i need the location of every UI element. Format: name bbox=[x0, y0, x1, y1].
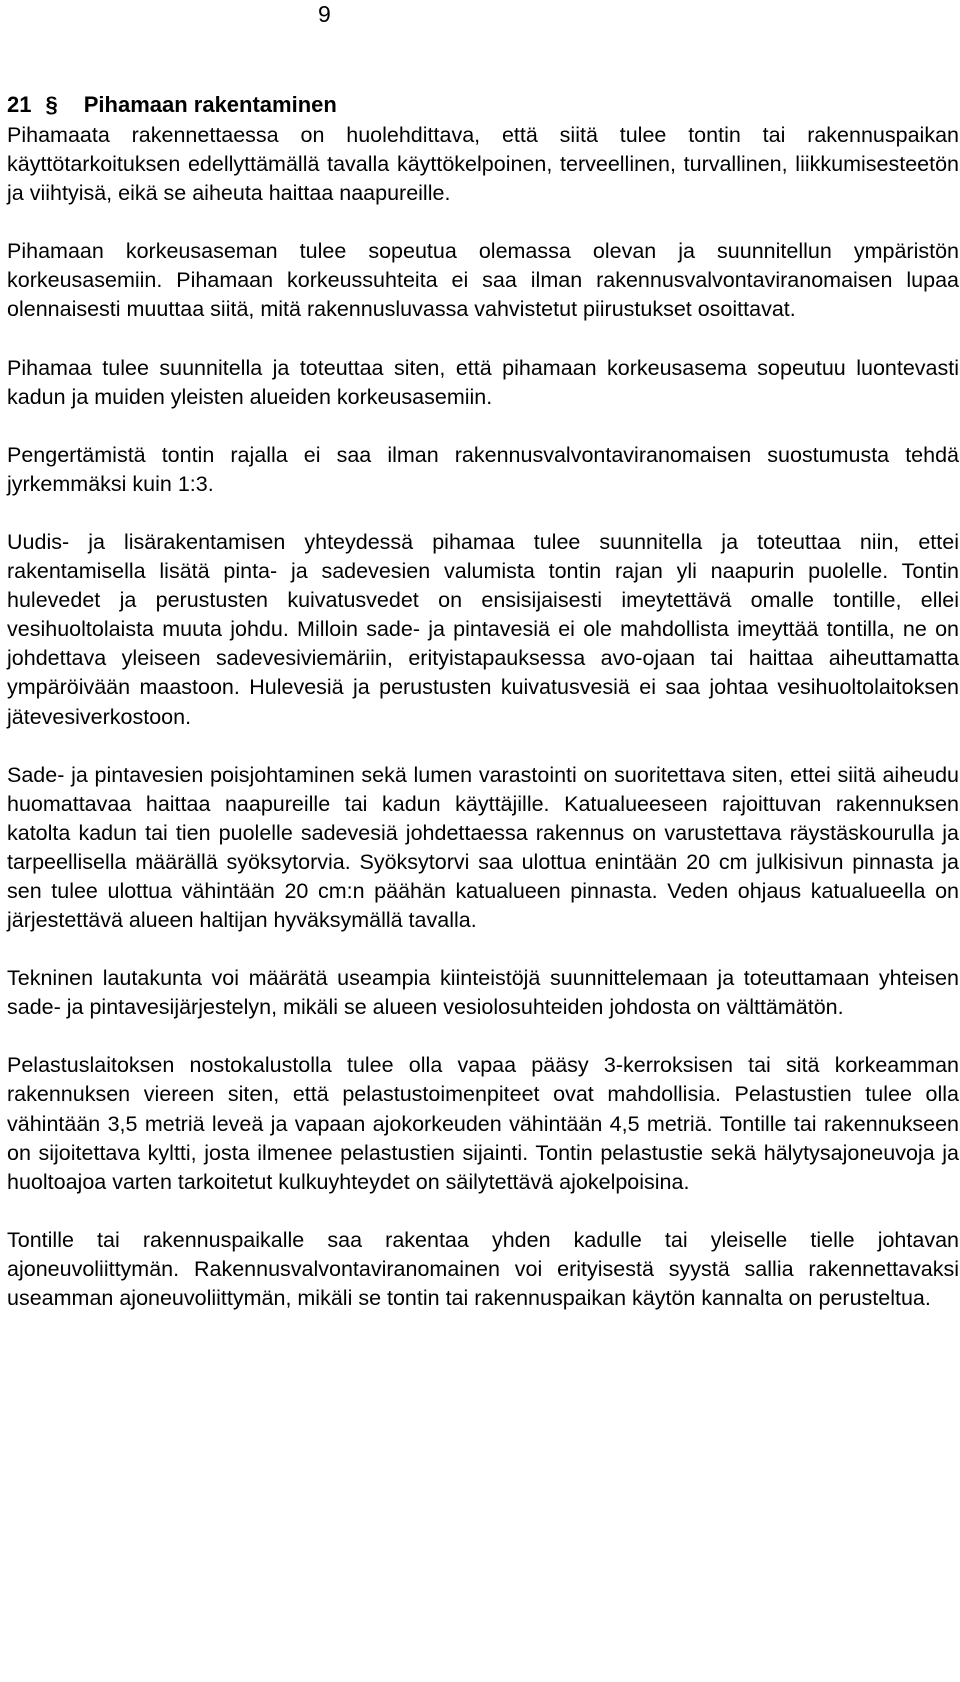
paragraph bbox=[7, 121, 959, 208]
sentence: Katualueeseen rajoittuvan rakennuksen katolta kadun tai tien puolelle sadevesiä johdettaessa rakennus on varustettava räystäskourulla ja tarpeellisella määrällä syöksytorvia. bbox=[7, 791, 959, 874]
sentence: Hulevesiä ja perustusten kuivatusvesiä ei saa johtaa vesihuoltolaitoksen jätevesiverkostoon. bbox=[7, 675, 959, 729]
sentence: Pelastuslaitoksen nostokalustolla tulee olla vapaa pääsy 3-kerroksisen tai sitä korkeamman rakennuksen viereen siten, että pelastustoimenpiteet ovat mahdollisia. bbox=[7, 1053, 959, 1107]
sentence: Sade- ja pintavesien poisjohtaminen sekä lumen varastointi on suoritettava siten, ettei siitä aiheudu huomattavaa haittaa naapureille tai kadun käyttäjille. bbox=[7, 762, 959, 816]
paragraph bbox=[7, 1051, 959, 1196]
sentence: Pihamaata rakennettaessa on huolehdittava, että siitä tulee tontin tai rakennuspaikan käyttötarkoituksen edellyttämällä tavalla käyttökelpoinen, terveellinen, turvallinen, liikkumisesteetön ja viihtyisä, eikä se aiheuta haittaa naapureille. bbox=[7, 123, 959, 206]
section-title: Pihamaan rakentaminen bbox=[83, 92, 337, 117]
sentence: Pihamaa tulee suunnitella ja toteuttaa siten, että pihamaan korkeusasema sopeutuu luontevasti kadun ja muiden yleisten alueiden korkeusasemiin. bbox=[7, 355, 959, 409]
paragraph bbox=[7, 528, 959, 732]
paragraph bbox=[7, 1226, 959, 1313]
sentence: Tontille tai rakennuspaikalle saa rakentaa yhden kadulle tai yleiselle tielle johtavan ajoneuvoliittymän. bbox=[7, 1227, 959, 1281]
sentence: Pengertämistä tontin rajalla ei saa ilman rakennusvalvontaviranomaisen suostumusta tehdä jyrkemmäksi kuin 1:3. bbox=[7, 442, 959, 496]
sentence: Pihamaan korkeussuhteita ei saa ilman rakennusvalvontaviranomaisen lupaa olennaisesti muuttaa siitä, mitä rakennusluvassa vahvistetut piirustukset osoittavat. bbox=[7, 268, 959, 322]
sentence: Milloin sade- ja pintavesiä ei ole mahdollista imeyttää tontilla, ne on johdettava yleiseen sadevesiviemäriin, erityistapauksessa avo-ojaan tai haittaa aiheuttamatta ympäröivään maastoon. bbox=[7, 617, 959, 700]
sentence: Syöksytorvi saa ulottua enintään 20 cm julkisivun pinnasta ja sen tulee ulottua vähintään 20 cm:n päähän katualueen pinnasta. bbox=[7, 849, 959, 903]
sentence: Pihamaan korkeusaseman tulee sopeutua olemassa olevan ja suunnitellun ympäristön korkeusasemiin. bbox=[7, 239, 959, 293]
section-sign: § bbox=[45, 92, 58, 117]
sentence: Tekninen lautakunta voi määrätä useampia kiinteistöjä suunnittelemaan ja toteuttamaan yhteisen sade- ja pintavesijärjestelyn, mikäli se alueen vesiolosuhteiden johdosta on välttämätön. bbox=[7, 966, 959, 1020]
page-number: 9 bbox=[318, 1, 331, 27]
paragraph bbox=[7, 354, 959, 412]
sentence: Pelastustien tulee olla vähintään 3,5 metriä leveä ja vapaan ajokorkeuden vähintään 4,5 metriä. bbox=[7, 1082, 959, 1136]
sentence: Tontin hulevedet ja perustusten kuivatusvedet on ensisijaisesti imeytettävä omalle tontille, ellei vesihuoltolaista muuta johdu. bbox=[7, 559, 959, 642]
sentence: Uudis- ja lisärakentamisen yhteydessä pihamaa tulee suunnitella ja toteuttaa niin, ettei rakentamisella lisätä pinta- ja sadevesien valumista tontin rajan yli naapurin puolelle. bbox=[7, 529, 959, 584]
sentence: Tontille tai rakennukseen on sijoitettava kyltti, josta ilmenee pelastustien sijainti. bbox=[7, 1111, 959, 1165]
document-body bbox=[7, 88, 959, 1313]
section-number: 21 bbox=[7, 92, 32, 117]
paragraph bbox=[7, 441, 959, 499]
paragraph bbox=[7, 964, 959, 1022]
sentence: Tontin pelastustie sekä hälytysajoneuvoja ja huoltoajoa varten tarkoitetut kulkuyhteydet on säilytettävä ajokelpoisina. bbox=[7, 1140, 959, 1194]
paragraph bbox=[7, 237, 959, 324]
paragraph bbox=[7, 761, 959, 936]
section-heading bbox=[7, 88, 959, 121]
sentence: Rakennusvalvontaviranomainen voi erityisestä syystä sallia rakennettavaksi useamman ajoneuvoliittymän, mikäli se tontin tai rakennuspaikan käytön kannalta on perusteltua. bbox=[7, 1256, 959, 1310]
sentence: Veden ohjaus katualueella on järjestettävä alueen haltijan hyväksymällä tavalla. bbox=[7, 878, 959, 933]
